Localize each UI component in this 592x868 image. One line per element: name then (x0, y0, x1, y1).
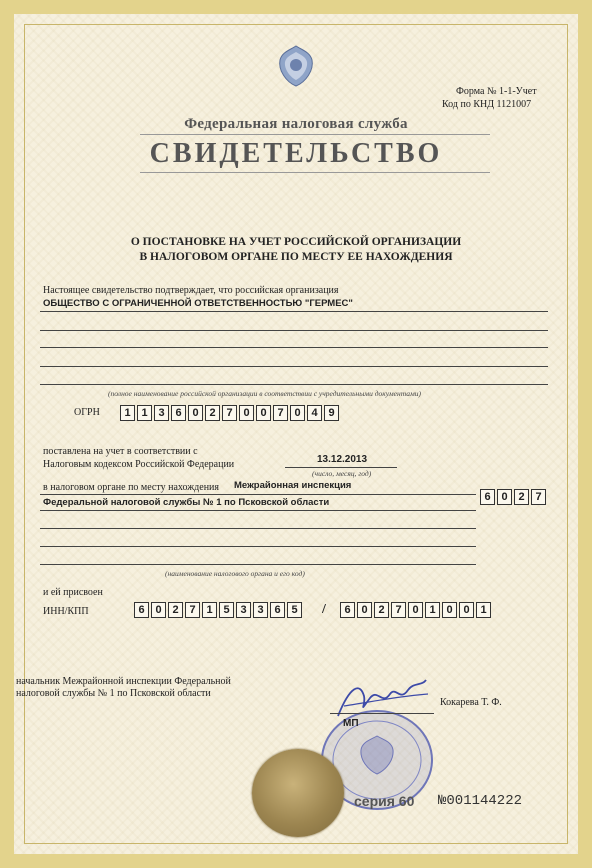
signer-title-line2: налоговой службы № 1 по Псковской области (16, 688, 211, 699)
inn-digit: 1 (202, 602, 217, 618)
org-name-note: (полное наименование российской организации в соответствии с учредительными документами) (108, 389, 422, 398)
ogrn-digit: 1 (137, 405, 152, 421)
authority-name: Федеральная налоговая служба (184, 116, 408, 132)
kpp-digit: 0 (459, 602, 474, 618)
inn-digit: 2 (168, 602, 183, 618)
kpp-cells (340, 602, 493, 618)
tax-organ-name-line1: Межрайонная инспекция (234, 480, 352, 491)
inn-digit: 5 (219, 602, 234, 618)
subtitle-line1: О ПОСТАНОВКЕ НА УЧЕТ РОССИЙСКОЙ ОРГАНИЗАЦИИ (130, 236, 462, 248)
tax-code-digit: 6 (480, 489, 495, 505)
kpp-digit: 1 (476, 602, 491, 618)
inn-digit: 3 (253, 602, 268, 618)
inn-digit: 6 (270, 602, 285, 618)
kpp-digit: 2 (374, 602, 389, 618)
kpp-digit: 0 (442, 602, 457, 618)
kpp-digit: 6 (340, 602, 355, 618)
kpp-digit: 1 (425, 602, 440, 618)
ogrn-label: ОГРН (74, 407, 100, 418)
registered-line1: поставлена на учет в соответствии с (43, 446, 198, 457)
registration-date: 13.12.2013 (317, 454, 368, 465)
kpp-digit: 7 (391, 602, 406, 618)
tax-code-digit: 7 (531, 489, 546, 505)
gold-hologram-seal (252, 749, 344, 837)
ogrn-digit: 0 (239, 405, 254, 421)
ogrn-digit: 0 (290, 405, 305, 421)
ogrn-digit: 1 (120, 405, 135, 421)
document-title: СВИДЕТЕЛЬСТВО (149, 138, 443, 169)
ogrn-cells (120, 405, 341, 421)
ogrn-digit: 0 (256, 405, 271, 421)
inn-digit: 6 (134, 602, 149, 618)
organization-name: ОБЩЕСТВО С ОГРАНИЧЕННОЙ ОТВЕТСТВЕННОСТЬЮ "ГЕРМЕС" (43, 298, 353, 309)
tax-code-digit: 2 (514, 489, 529, 505)
subtitle-line2: В НАЛОГОВОМ ОРГАНЕ ПО МЕСТУ ЕЕ НАХОЖДЕНИЯ (139, 251, 453, 263)
inn-digit: 0 (151, 602, 166, 618)
tax-organ-name-line2: Федеральной налоговой службы № 1 по Псковской области (43, 497, 330, 508)
registered-line2: Налоговым кодексом Российской Федерации (43, 459, 235, 470)
serial-number: №001144222 (438, 793, 523, 809)
assigned-text: и ей присвоен (43, 587, 103, 598)
kpp-digit: 0 (408, 602, 423, 618)
inn-kpp-separator: / (322, 602, 326, 617)
inn-digit: 3 (236, 602, 251, 618)
ogrn-digit: 6 (171, 405, 186, 421)
tax-code-digit: 0 (497, 489, 512, 505)
ogrn-digit: 0 (188, 405, 203, 421)
intro-text: Настоящее свидетельство подтверждает, что российская организация (43, 285, 339, 296)
date-note: (число, месяц, год) (312, 469, 372, 478)
tax-organ-note: (наименование налогового органа и его код) (165, 569, 305, 578)
ogrn-digit: 3 (154, 405, 169, 421)
stamp-place-label: МП (343, 718, 359, 729)
ogrn-digit: 7 (222, 405, 237, 421)
ogrn-digit: 7 (273, 405, 288, 421)
inn-kpp-label: ИНН/КПП (43, 606, 89, 617)
knd-code: Код по КНД 1121007 (442, 99, 532, 110)
inn-digit: 5 (287, 602, 302, 618)
signer-title-line1: начальник Межрайонной инспекции Федеральной (16, 676, 231, 687)
ogrn-digit: 4 (307, 405, 322, 421)
inn-digit: 7 (185, 602, 200, 618)
inn-cells (134, 602, 304, 618)
coat-of-arms-emblem (272, 42, 320, 90)
kpp-digit: 0 (357, 602, 372, 618)
signer-name: Кокарева Т. Ф. (440, 697, 502, 708)
series-label: серия 60 (354, 793, 415, 809)
form-number: Форма № 1-1-Учет (456, 86, 537, 97)
ogrn-digit: 9 (324, 405, 339, 421)
tax-organ-code-cells (480, 489, 548, 505)
tax-organ-intro: в налоговом органе по месту нахождения (43, 482, 220, 493)
ogrn-digit: 2 (205, 405, 220, 421)
